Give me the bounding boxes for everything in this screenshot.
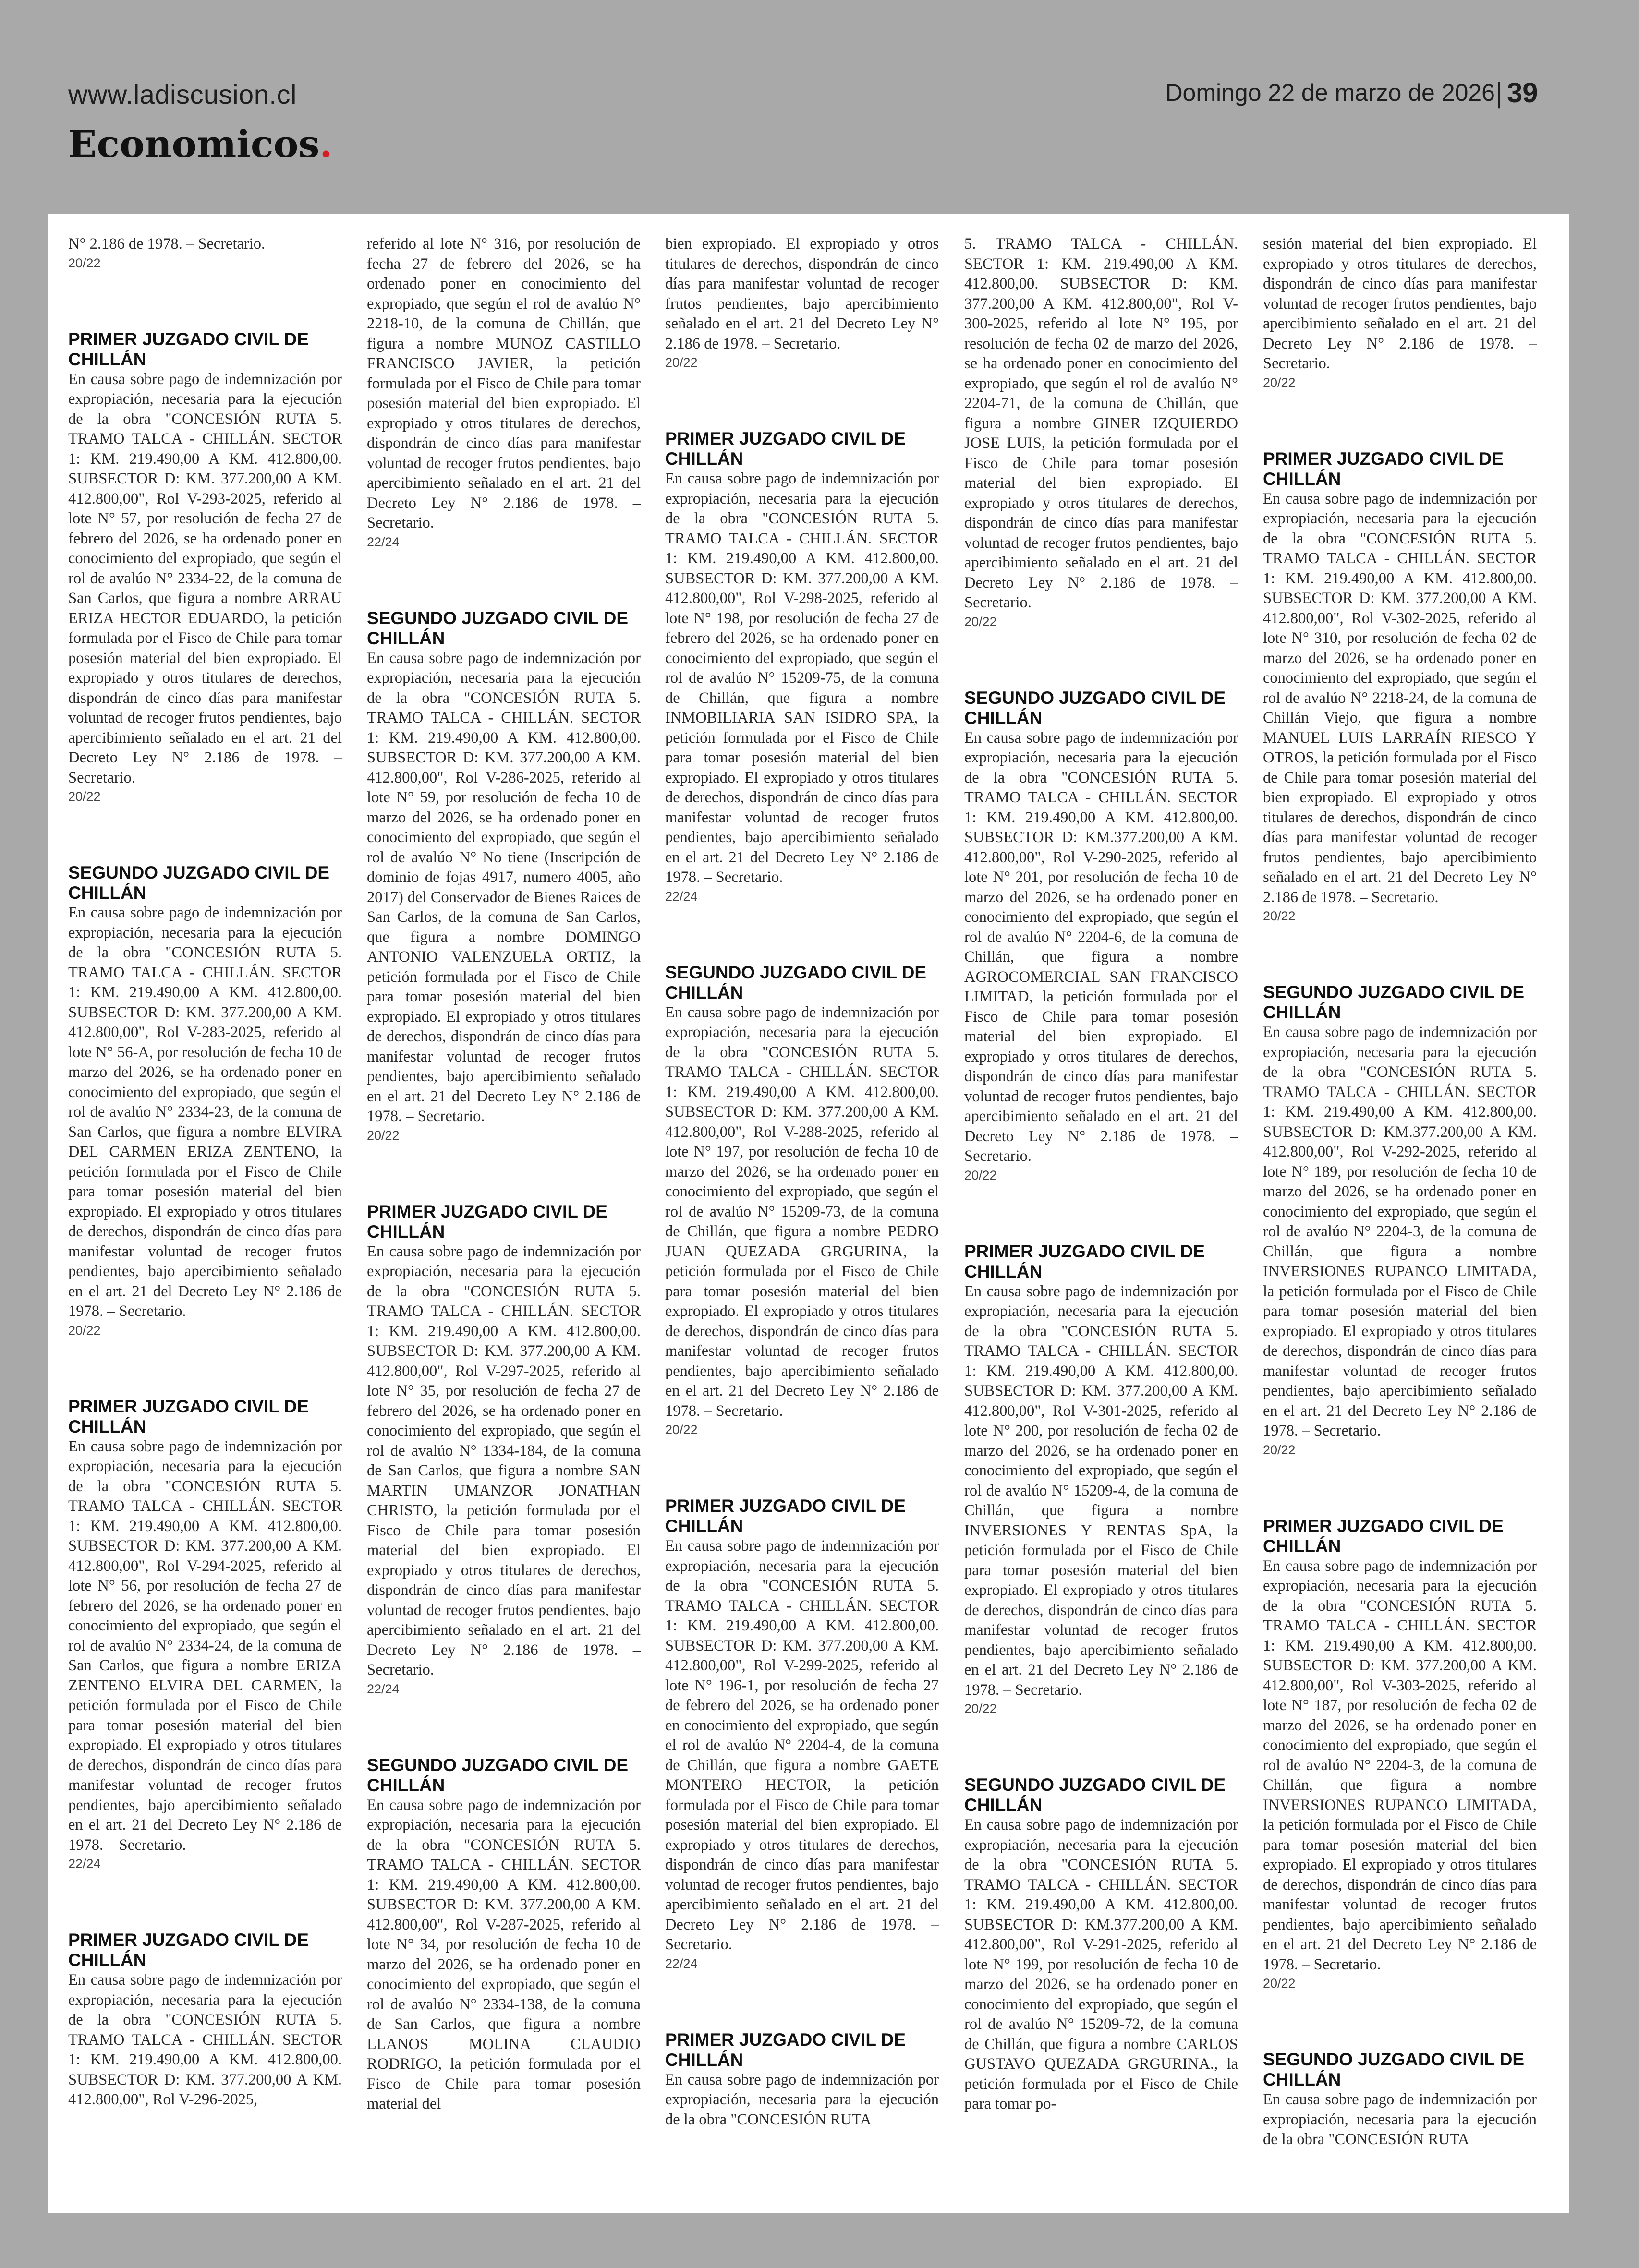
notice-body: En causa sobre pago de indemnización por expropiación, necesaria para la ejecución de la obra "CONCESIÓN RUTA	[1263, 2091, 1537, 2148]
section-title	[68, 122, 332, 166]
notice-body: En causa sobre pago de indemnización por expropiación, necesaria para la ejecución de la obra "CONCESIÓN RUTA 5. TRAMO TALCA - CHILLÁN. SECTOR 1: KM. 219.490,00 A KM. 412.800,00. SUBSECTOR D: KM.377.200,00 A KM. 412.800,00", Rol V-291-2025, referido al lote N° 199, por resolución de fecha 10 de marzo del 2026, se ha ordenado poner en conocimiento del expropiado, que según el rol de avalúo N° 15209-72, de la comuna de Chillán, que figura a nombre CARLOS GUSTAVO QUEZADA GRGURINA., la petición formulada por el Fisco de Chile para tomar po-	[964, 1816, 1238, 2112]
notice-court-title: SEGUNDO JUZGADO CIVIL DE CHILLÁN	[367, 1755, 629, 1795]
legal-notice	[68, 329, 342, 806]
notice-code: 22/24	[367, 534, 400, 549]
notice-court-title: PRIMER JUZGADO CIVIL DE CHILLÁN	[1263, 1516, 1504, 1556]
legal-notice	[367, 608, 641, 1144]
notice-court-title: SEGUNDO JUZGADO CIVIL DE CHILLÁN	[1263, 982, 1525, 1022]
notice-code: 20/22	[964, 1701, 997, 1716]
section-title-dot: .	[319, 122, 333, 166]
notice-code: 20/22	[68, 789, 101, 804]
notice-court-title: PRIMER JUZGADO CIVIL DE CHILLÁN	[68, 329, 309, 369]
column-1	[68, 234, 342, 2198]
legal-notice	[964, 1242, 1238, 1718]
legal-notice	[665, 429, 939, 905]
legal-notice	[964, 1775, 1238, 2114]
notice-court-title: SEGUNDO JUZGADO CIVIL DE CHILLÁN	[964, 1775, 1226, 1815]
notice-body: En causa sobre pago de indemnización por expropiación, necesaria para la ejecución de la obra "CONCESIÓN RUTA 5. TRAMO TALCA - CHILLÁN. SECTOR 1: KM. 219.490,00 A KM. 412.800,00. SUBSECTOR D: KM. 377.200,00 A KM. 412.800,00", Rol V-283-2025, referido al lote N° 56-A, por resolución de fecha 10 de marzo del 2026, se ha ordenado poner en conocimiento del expropiado, que según el rol de avalúo N° 2334-23, de la comuna de San Carlos, que figura a nombre ELVIRA DEL CARMEN ERIZA ZENTENO, la petición formulada por el Fisco de Chile para tomar posesión material del bien expropiado. El expropiado y otros titulares de derechos, dispondrán de cinco días para manifestar voluntad de recoger frutos pendientes, bajo apercibimiento señalado en el art. 21 del Decreto Ley N° 2.186 de 1978. – Secretario.	[68, 904, 342, 1320]
legal-notice	[665, 1496, 939, 1972]
column-5	[1263, 234, 1537, 2198]
legal-notice	[68, 234, 342, 272]
legal-notice	[1263, 1516, 1537, 1992]
notice-court-title: SEGUNDO JUZGADO CIVIL DE CHILLÁN	[68, 863, 330, 903]
legal-notice	[367, 234, 641, 551]
notice-body: En causa sobre pago de indemnización por expropiación, necesaria para la ejecución de la obra "CONCESIÓN RUTA 5. TRAMO TALCA - CHILLÁN. SECTOR 1: KM. 219.490,00 A KM. 412.800,00. SUBSECTOR D: KM. 377.200,00 A KM. 412.800,00", Rol V-287-2025, referido al lote N° 34, por resolución de fecha 10 de marzo del 2026, se ha ordenado poner en conocimiento del expropiado, que según el rol de avalúo N° 2334-138, de la comuna de San Carlos, que figura a nombre LLANOS MOLINA CLAUDIO RODRIGO, la petición formulada por el Fisco de Chile para tomar posesión material del	[367, 1796, 641, 2112]
notice-body: En causa sobre pago de indemnización por expropiación, necesaria para la ejecución de la obra "CONCESIÓN RUTA 5. TRAMO TALCA - CHILLÁN. SECTOR 1: KM. 219.490,00 A KM. 412.800,00. SUBSECTOR D: KM. 377.200,00 A KM. 412.800,00", Rol V-301-2025, referido al lote N° 200, por resolución de fecha 02 de marzo del 2026, se ha ordenado poner en conocimiento del expropiado, que según el rol de avalúo N° 15209-4, de la comuna de Chillán, que figura a nombre INVERSIONES Y RENTAS SpA, la petición formulada por el Fisco de Chile para tomar posesión material del bien expropiado. El expropiado y otros titulares de derechos, dispondrán de cinco días para manifestar voluntad de recoger frutos pendientes, bajo apercibimiento señalado en el art. 21 del Decreto Ley N° 2.186 de 1978. – Secretario.	[964, 1282, 1238, 1699]
notice-court-title: SEGUNDO JUZGADO CIVIL DE CHILLÁN	[367, 608, 629, 648]
notice-court-title: PRIMER JUZGADO CIVIL DE CHILLÁN	[665, 1496, 906, 1536]
legal-notice	[367, 1755, 641, 2114]
notice-body: En causa sobre pago de indemnización por expropiación, necesaria para la ejecución de la obra "CONCESIÓN RUTA 5. TRAMO TALCA - CHILLÁN. SECTOR 1: KM. 219.490,00 A KM. 412.800,00. SUBSECTOR D: KM. 377.200,00 A KM. 412.800,00", Rol V-286-2025, referido al lote N° 59, por resolución de fecha 10 de marzo del 2026, se ha ordenado poner en conocimiento del expropiado, que según el rol de avalúo N° No tiene (Inscripción de dominio de fojas 4917, numero 4005, año 2017) del Conservador de Bienes Raices de San Carlos, de la comuna de San Carlos, que figura a nombre DOMINGO ANTONIO VALENZUELA ORTIZ, la petición formulada por el Fisco de Chile para tomar posesión material del bien expropiado. El expropiado y otros titulares de derechos, dispondrán de cinco días para manifestar voluntad de recoger frutos pendientes, bajo apercibimiento señalado en el art. 21 del Decreto Ley N° 2.186 de 1978. – Secretario.	[367, 649, 641, 1125]
legal-notice	[68, 1930, 342, 2110]
notice-court-title: PRIMER JUZGADO CIVIL DE CHILLÁN	[367, 1201, 607, 1242]
notice-court-title: SEGUNDO JUZGADO CIVIL DE CHILLÁN	[665, 962, 927, 1002]
notice-code: 22/24	[665, 889, 698, 904]
notice-body: En causa sobre pago de indemnización por expropiación, necesaria para la ejecución de la obra "CONCESIÓN RUTA 5. TRAMO TALCA - CHILLÁN. SECTOR 1: KM. 219.490,00 A KM. 412.800,00. SUBSECTOR D: KM. 377.200,00 A KM. 412.800,00", Rol V-297-2025, referido al lote N° 35, por resolución de fecha 27 de febrero del 2026, se ha ordenado poner en conocimiento del expropiado, que según el rol de avalúo N° 1334-184, de la comuna de San Carlos, que figura a nombre SAN MARTIN UMANZOR JONATHAN CHRISTO, la petición formulada por el Fisco de Chile para tomar posesión material del bien expropiado. El expropiado y otros titulares de derechos, dispondrán de cinco días para manifestar voluntad de recoger frutos pendientes, bajo apercibimiento señalado en el art. 21 del Decreto Ley N° 2.186 de 1978. – Secretario.	[367, 1243, 641, 1678]
legal-notice	[964, 234, 1238, 630]
notice-body: sesión material del bien expropiado. El expropiado y otros titulares de derechos, dispondrán de cinco días para manifestar voluntad de recoger frutos pendientes, bajo apercibimiento señalado en el art. 21 del Decreto Ley N° 2.186 de 1978. – Secretario.	[1263, 235, 1537, 372]
notice-code: 22/24	[68, 1857, 101, 1871]
notice-code: 20/22	[367, 1128, 400, 1143]
notice-code: 20/22	[964, 1168, 997, 1182]
notice-code: 20/22	[1263, 1442, 1296, 1457]
column-2	[367, 234, 641, 2198]
legal-notice	[1263, 982, 1537, 1459]
notice-code: 20/22	[68, 255, 101, 270]
column-3	[665, 234, 939, 2198]
notice-body: En causa sobre pago de indemnización por expropiación, necesaria para la ejecución de la obra "CONCESIÓN RUTA 5. TRAMO TALCA - CHILLÁN. SECTOR 1: KM. 219.490,00 A KM. 412.800,00. SUBSECTOR D: KM.377.200,00 A KM. 412.800,00", Rol V-292-2025, referido al lote N° 189, por resolución de fecha 10 de marzo del 2026, se ha ordenado poner en conocimiento del expropiado, que según el rol de avalúo N° 2204-3, de la comuna de Chillán, que figura a nombre INVERSIONES RUPANCO LIMITADA, la petición formulada por el Fisco de Chile para tomar posesión material del bien expropiado. El expropiado y otros titulares de derechos, dispondrán de cinco días para manifestar voluntad de recoger frutos pendientes, bajo apercibimiento señalado en el art. 21 del Decreto Ley N° 2.186 de 1978. – Secretario.	[1263, 1024, 1537, 1439]
notice-court-title: PRIMER JUZGADO CIVIL DE CHILLÁN	[1263, 448, 1504, 489]
notice-body: En causa sobre pago de indemnización por expropiación, necesaria para la ejecución de la obra "CONCESIÓN RUTA 5. TRAMO TALCA - CHILLÁN. SECTOR 1: KM. 219.490,00 A KM. 412.800,00. SUBSECTOR D: KM. 377.200,00 A KM. 412.800,00", Rol V-299-2025, referido al lote N° 196-1, por resolución de fecha 27 de febrero del 2026, se ha ordenado poner en conocimiento del expropiado, que según el rol de avalúo N° 2204-4, de la comuna de Chillán, que figura a nombre GAETE MONTERO HECTOR, la petición formulada por el Fisco de Chile para tomar posesión material del bien expropiado. El expropiado y otros titulares de derechos, dispondrán de cinco días para manifestar voluntad de recoger frutos pendientes, bajo apercibimiento señalado en el art. 21 del Decreto Ley N° 2.186 de 1978. – Secretario.	[665, 1537, 939, 1953]
notice-body: En causa sobre pago de indemnización por expropiación, necesaria para la ejecución de la obra "CONCESIÓN RUTA 5. TRAMO TALCA - CHILLÁN. SECTOR 1: KM. 219.490,00 A KM. 412.800,00. SUBSECTOR D: KM. 377.200,00 A KM. 412.800,00", Rol V-298-2025, referido al lote N° 198, por resolución de fecha 27 de febrero del 2026, se ha ordenado poner en conocimiento del expropiado, que según el rol de avalúo N° 15209-75, de la comuna de Chillán, que figura a nombre INMOBILIARIA SAN ISIDRO SPA, la petición formulada por el Fisco de Chile para tomar posesión material del bien expropiado. El expropiado y otros titulares de derechos, dispondrán de cinco días para manifestar voluntad de recoger frutos pendientes, bajo apercibimiento señalado en el art. 21 del Decreto Ley N° 2.186 de 1978. – Secretario.	[665, 470, 939, 886]
legal-notice	[68, 863, 342, 1339]
notice-body: referido al lote N° 316, por resolución de fecha 27 de febrero del 2026, se ha ordenado poner en conocimiento del expropiado, que según el rol de avalúo N° 2218-10, de la comuna de Chillán, que figura a nombre MUNOZ CASTILLO FRANCISCO JAVIER, la petición formulada por el Fisco de Chile para tomar posesión material del bien expropiado. El expropiado y otros titulares de derechos, dispondrán de cinco días para manifestar voluntad de recoger frutos pendientes, bajo apercibimiento señalado en el art. 21 del Decreto Ley N° 2.186 de 1978. – Secretario.	[367, 235, 641, 531]
notice-body: En causa sobre pago de indemnización por expropiación, necesaria para la ejecución de la obra "CONCESIÓN RUTA 5. TRAMO TALCA - CHILLÁN. SECTOR 1: KM. 219.490,00 A KM. 412.800,00. SUBSECTOR D: KM. 377.200,00 A KM. 412.800,00", Rol V-302-2025, referido al lote N° 310, por resolución de fecha 02 de marzo del 2026, se ha ordenado poner en conocimiento del expropiado, que según el rol de avalúo N° 2218-24, de la comuna de Chillán Viejo, que figura a nombre MANUEL LUIS LARRAÍN RIESCO Y OTROS, la petición formulada por el Fisco de Chile para tomar posesión material del bien expropiado. El expropiado y otros titulares de derechos, dispondrán de cinco días para manifestar voluntad de recoger frutos pendientes, bajo apercibimiento señalado en el art. 21 del Decreto Ley N° 2.186 de 1978. – Secretario.	[1263, 490, 1537, 906]
notice-code: 22/24	[665, 1956, 698, 1971]
notice-court-title: PRIMER JUZGADO CIVIL DE CHILLÁN	[665, 429, 906, 469]
column-4	[964, 234, 1238, 2198]
legal-notice	[665, 963, 939, 1439]
notice-body: En causa sobre pago de indemnización por expropiación, necesaria para la ejecución de la obra "CONCESIÓN RUTA 5. TRAMO TALCA - CHILLÁN. SECTOR 1: KM. 219.490,00 A KM. 412.800,00. SUBSECTOR D: KM. 377.200,00 A KM. 412.800,00", Rol V-288-2025, referido al lote N° 197, por resolución de fecha 10 de marzo del 2026, se ha ordenado poner en conocimiento del expropiado, que según el rol de avalúo N° 15209-73, de la comuna de Chillán, que figura a nombre PEDRO JUAN QUEZADA GRGURINA, la petición formulada por el Fisco de Chile para tomar posesión material del bien expropiado. El expropiado y otros titulares de derechos, dispondrán de cinco días para manifestar voluntad de recoger frutos pendientes, bajo apercibimiento señalado en el art. 21 del Decreto Ley N° 2.186 de 1978. – Secretario.	[665, 1003, 939, 1420]
site-url[interactable]: www.ladiscusion.cl	[68, 79, 297, 109]
notice-body: 5. TRAMO TALCA - CHILLÁN. SECTOR 1: KM. 219.490,00 A KM. 412.800,00. SUBSECTOR D: KM. 377.200,00 A KM. 412.800,00", Rol V-300-2025, referido al lote N° 195, por resolución de fecha 02 de marzo del 2026, se ha ordenado poner en conocimiento del expropiado, que según el rol de avalúo N° 2204-71, de la comuna de Chillán, que figura a nombre GINER IZQUIERDO JOSE LUIS, la petición formulada por el Fisco de Chile para tomar posesión material del bien expropiado. El expropiado y otros titulares de derechos, dispondrán de cinco días para manifestar voluntad de recoger frutos pendientes, bajo apercibimiento señalado en el art. 21 del Decreto Ley N° 2.186 de 1978. – Secretario.	[964, 235, 1238, 611]
notice-court-title: SEGUNDO JUZGADO CIVIL DE CHILLÁN	[964, 688, 1226, 728]
notice-code: 20/22	[1263, 375, 1296, 390]
notice-code: 22/24	[367, 1681, 400, 1696]
legal-notice	[68, 1397, 342, 1873]
notice-code: 20/22	[665, 355, 698, 370]
notice-body: En causa sobre pago de indemnización por expropiación, necesaria para la ejecución de la obra "CONCESIÓN RUTA 5. TRAMO TALCA - CHILLÁN. SECTOR 1: KM. 219.490,00 A KM. 412.800,00. SUBSECTOR D: KM. 377.200,00 A KM. 412.800,00", Rol V-294-2025, referido al lote N° 56, por resolución de fecha 27 de febrero del 2026, se ha ordenado poner en conocimiento del expropiado, que según el rol de avalúo N° 2334-24, de la comuna de San Carlos, que figura a nombre ERIZA ZENTENO ELVIRA DEL CARMEN, la petición formulada por el Fisco de Chile para tomar posesión material del bien expropiado. El expropiado y otros titulares de derechos, dispondrán de cinco días para manifestar voluntad de recoger frutos pendientes, bajo apercibimiento señalado en el art. 21 del Decreto Ley N° 2.186 de 1978. – Secretario.	[68, 1437, 342, 1854]
notice-body: En causa sobre pago de indemnización por expropiación, necesaria para la ejecución de la obra "CONCESIÓN RUTA 5. TRAMO TALCA - CHILLÁN. SECTOR 1: KM. 219.490,00 A KM. 412.800,00. SUBSECTOR D: KM. 377.200,00 A KM. 412.800,00", Rol V-296-2025,	[68, 1971, 342, 2108]
notice-court-title: PRIMER JUZGADO CIVIL DE CHILLÁN	[665, 2029, 906, 2070]
notice-code: 20/22	[964, 614, 997, 629]
notice-body: N° 2.186 de 1978. – Secretario.	[68, 235, 266, 253]
legal-notice	[665, 234, 939, 371]
notice-code: 20/22	[1263, 1976, 1296, 1991]
notice-court-title: SEGUNDO JUZGADO CIVIL DE CHILLÁN	[1263, 2050, 1525, 2089]
notice-body: En causa sobre pago de indemnización por expropiación, necesaria para la ejecución de la obra "CONCESIÓN RUTA 5. TRAMO TALCA - CHILLÁN. SECTOR 1: KM. 219.490,00 A KM. 412.800,00. SUBSECTOR D: KM.377.200,00 A KM. 412.800,00", Rol V-290-2025, referido al lote N° 201, por resolución de fecha 10 de marzo del 2026, se ha ordenado poner en conocimiento del expropiado, que según el rol de avalúo N° 2204-6, de la comuna de Chillán, que figura a nombre AGROCOMERCIAL SAN FRANCISCO LIMITAD, la petición formulada por el Fisco de Chile para tomar posesión material del bien expropiado. El expropiado y otros titulares de derechos, dispondrán de cinco días para manifestar voluntad de recoger frutos pendientes, bajo apercibimiento señalado en el art. 21 del Decreto Ley N° 2.186 de 1978. – Secretario.	[964, 729, 1238, 1165]
legal-notice	[367, 1202, 641, 1698]
notice-code: 20/22	[665, 1423, 698, 1437]
page-number: 39	[1507, 77, 1538, 109]
notice-body: bien expropiado. El expropiado y otros titulares de derechos, dispondrán de cinco días para manifestar voluntad de recoger frutos pendientes, bajo apercibimiento señalado en el art. 21 del Decreto Ley N° 2.186 de 1978. – Secretario.	[665, 235, 939, 352]
legal-notice	[1263, 2050, 1537, 2150]
notice-court-title: PRIMER JUZGADO CIVIL DE CHILLÁN	[68, 1930, 309, 1970]
section-title-text: Economicos	[68, 122, 320, 166]
notice-body: En causa sobre pago de indemnización por expropiación, necesaria para la ejecución de la obra "CONCESIÓN RUTA 5. TRAMO TALCA - CHILLÁN. SECTOR 1: KM. 219.490,00 A KM. 412.800,00. SUBSECTOR D: KM. 377.200,00 A KM. 412.800,00", Rol V-303-2025, referido al lote N° 187, por resolución de fecha 02 de marzo del 2026, se ha ordenado poner en conocimiento del expropiado, que según el rol de avalúo N° 2204-3, de la comuna de Chillán, que figura a nombre INVERSIONES RUPANCO LIMITADA, la petición formulada por el Fisco de Chile para tomar posesión material del bien expropiado. El expropiado y otros titulares de derechos, dispondrán de cinco días para manifestar voluntad de recoger frutos pendientes, bajo apercibimiento señalado en el art. 21 del Decreto Ley N° 2.186 de 1978. – Secretario.	[1263, 1557, 1537, 1973]
publication-date: Domingo 22 de marzo de 2026	[1165, 79, 1495, 106]
notice-court-title: PRIMER JUZGADO CIVIL DE CHILLÁN	[964, 1241, 1205, 1281]
notice-body: En causa sobre pago de indemnización por expropiación, necesaria para la ejecución de la obra "CONCESIÓN RUTA	[665, 2071, 939, 2128]
notice-code: 20/22	[1263, 909, 1296, 923]
legal-notice	[1263, 234, 1537, 391]
legal-notice	[665, 2030, 939, 2130]
notice-code: 20/22	[68, 1323, 101, 1338]
legal-notice	[1263, 449, 1537, 925]
notice-body: En causa sobre pago de indemnización por expropiación, necesaria para la ejecución de la obra "CONCESIÓN RUTA 5. TRAMO TALCA - CHILLÁN. SECTOR 1: KM. 219.490,00 A KM. 412.800,00. SUBSECTOR D: KM. 377.200,00 A KM. 412.800,00", Rol V-293-2025, referido al lote N° 57, por resolución de fecha 27 de febrero del 2026, se ha ordenado poner en conocimiento del expropiado, que según el rol de avalúo N° 2334-22, de la comuna de San Carlos, que figura a nombre ARRAU ERIZA HECTOR EDUARDO, la petición formulada por el Fisco de Chile para tomar posesión material del bien expropiado. El expropiado y otros titulares de derechos, dispondrán de cinco días para manifestar voluntad de recoger frutos pendientes, bajo apercibimiento señalado en el art. 21 del Decreto Ley N° 2.186 de 1978. – Secretario.	[68, 370, 342, 786]
legal-notice	[964, 688, 1238, 1184]
header-separator: |	[1495, 77, 1503, 109]
notice-court-title: PRIMER JUZGADO CIVIL DE CHILLÁN	[68, 1396, 309, 1436]
